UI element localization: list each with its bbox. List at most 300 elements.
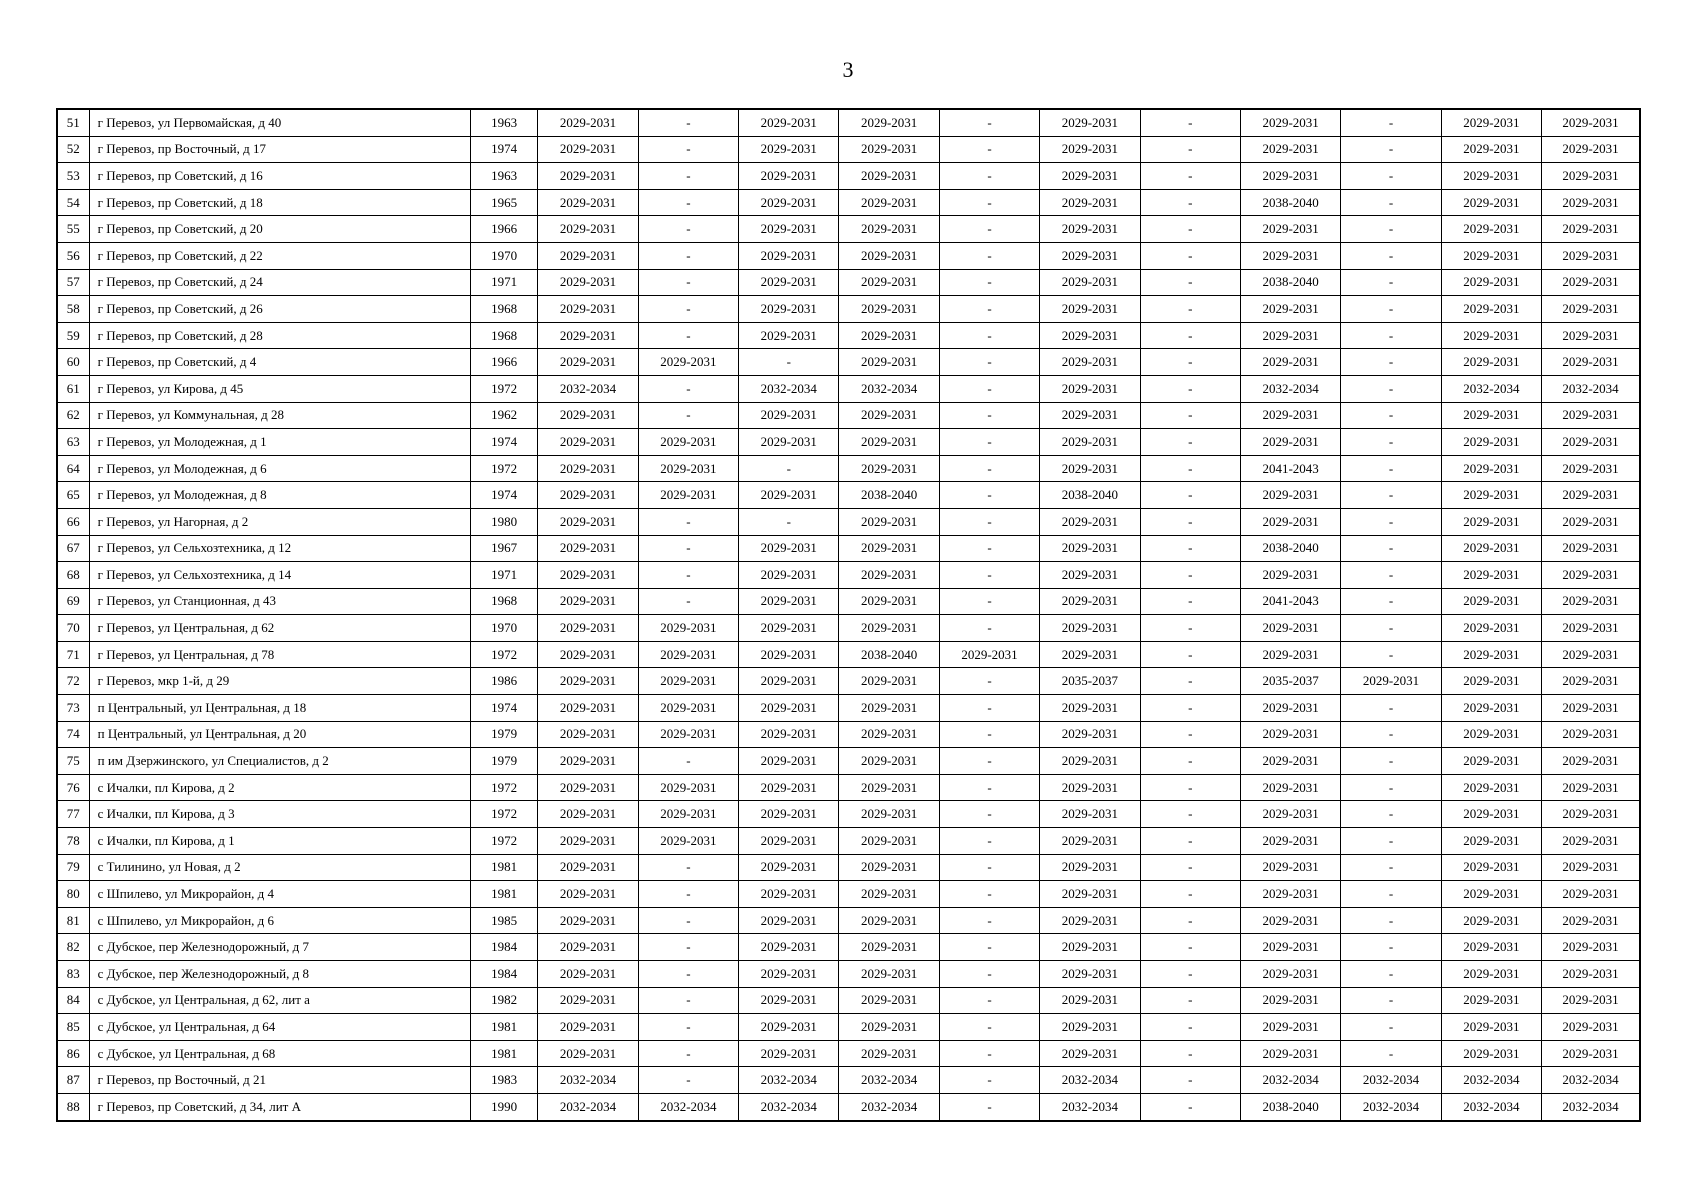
work-period-cell: - <box>939 136 1039 163</box>
work-period-cell: 2029-2031 <box>1040 721 1140 748</box>
work-period-cell: 2029-2031 <box>1542 961 1640 988</box>
work-period-cell: 2029-2031 <box>1542 748 1640 775</box>
work-period-cell: - <box>939 349 1039 376</box>
year-built-cell: 1970 <box>471 242 538 269</box>
work-period-cell: - <box>1341 429 1441 456</box>
work-period-cell: 2029-2031 <box>1240 1014 1340 1041</box>
work-period-cell: - <box>939 375 1039 402</box>
work-period-cell: 2029-2031 <box>1240 801 1340 828</box>
work-period-cell: 2029-2031 <box>538 349 638 376</box>
work-period-cell: 2032-2034 <box>1441 1093 1541 1120</box>
work-period-cell: - <box>1341 828 1441 855</box>
work-period-cell: 2029-2031 <box>839 535 939 562</box>
work-period-cell: 2032-2034 <box>1240 1067 1340 1094</box>
work-period-cell: 2029-2031 <box>1040 774 1140 801</box>
work-period-cell: 2029-2031 <box>1542 189 1640 216</box>
work-period-cell: 2029-2031 <box>1441 216 1541 243</box>
work-period-cell: 2032-2034 <box>1441 375 1541 402</box>
work-period-cell: 2029-2031 <box>538 1014 638 1041</box>
work-period-cell: - <box>1140 1093 1240 1120</box>
work-period-cell: - <box>1341 1014 1441 1041</box>
work-period-cell: - <box>1140 136 1240 163</box>
work-period-cell: - <box>1140 748 1240 775</box>
work-period-cell: - <box>1140 721 1240 748</box>
work-period-cell: 2029-2031 <box>1040 189 1140 216</box>
work-period-cell: 2029-2031 <box>839 322 939 349</box>
work-period-cell: - <box>1140 615 1240 642</box>
work-period-cell: - <box>638 907 738 934</box>
work-period-cell: 2029-2031 <box>538 296 638 323</box>
table-row <box>57 136 1640 163</box>
address-cell: г Перевоз, пр Советский, д 16 <box>89 163 470 190</box>
work-period-cell: 2029-2031 <box>839 828 939 855</box>
work-period-cell: - <box>1140 801 1240 828</box>
work-period-cell: 2029-2031 <box>739 189 839 216</box>
row-number-cell: 73 <box>57 695 89 722</box>
work-period-cell: 2029-2031 <box>1441 801 1541 828</box>
work-period-cell: 2029-2031 <box>1542 429 1640 456</box>
row-number-cell: 83 <box>57 961 89 988</box>
work-period-cell: 2029-2031 <box>1441 907 1541 934</box>
work-period-cell: 2029-2031 <box>739 615 839 642</box>
work-period-cell: - <box>939 748 1039 775</box>
address-cell: г Перевоз, ул Кирова, д 45 <box>89 375 470 402</box>
work-period-cell: - <box>1140 402 1240 429</box>
work-period-cell: 2029-2031 <box>1040 588 1140 615</box>
work-period-cell: 2029-2031 <box>1040 535 1140 562</box>
address-cell: г Перевоз, пр Советский, д 18 <box>89 189 470 216</box>
work-period-cell: - <box>1341 508 1441 535</box>
table-row <box>57 721 1640 748</box>
work-period-cell: 2029-2031 <box>1240 402 1340 429</box>
work-period-cell: - <box>638 881 738 908</box>
work-period-cell: 2029-2031 <box>1441 1040 1541 1067</box>
table-row <box>57 1093 1640 1120</box>
work-period-cell: 2029-2031 <box>739 269 839 296</box>
row-number-cell: 81 <box>57 907 89 934</box>
work-period-cell: 2029-2031 <box>1040 402 1140 429</box>
address-cell: г Перевоз, ул Коммунальная, д 28 <box>89 402 470 429</box>
year-built-cell: 1971 <box>471 269 538 296</box>
table-row <box>57 588 1640 615</box>
work-period-cell: 2032-2034 <box>1542 375 1640 402</box>
work-period-cell: - <box>939 721 1039 748</box>
work-period-cell: 2029-2031 <box>638 615 738 642</box>
work-period-cell: - <box>1140 455 1240 482</box>
work-period-cell: 2029-2031 <box>1240 854 1340 881</box>
table-row <box>57 641 1640 668</box>
table-row <box>57 828 1640 855</box>
work-period-cell: 2029-2031 <box>1542 828 1640 855</box>
work-period-cell: 2029-2031 <box>1441 615 1541 642</box>
work-period-cell: 2032-2034 <box>739 375 839 402</box>
address-cell: с Ичалки, пл Кирова, д 3 <box>89 801 470 828</box>
work-period-cell: 2035-2037 <box>1240 668 1340 695</box>
work-period-cell: 2029-2031 <box>839 668 939 695</box>
work-period-cell: - <box>1341 907 1441 934</box>
work-period-cell: 2029-2031 <box>1542 588 1640 615</box>
work-period-cell: - <box>638 402 738 429</box>
work-period-cell: - <box>1341 535 1441 562</box>
work-period-cell: 2029-2031 <box>638 429 738 456</box>
work-period-cell: - <box>1341 774 1441 801</box>
work-period-cell: 2029-2031 <box>1441 136 1541 163</box>
work-period-cell: 2029-2031 <box>1441 588 1541 615</box>
work-period-cell: 2029-2031 <box>1542 109 1640 136</box>
table-row <box>57 296 1640 323</box>
work-period-cell: 2029-2031 <box>1441 695 1541 722</box>
row-number-cell: 58 <box>57 296 89 323</box>
table-row <box>57 429 1640 456</box>
work-period-cell: - <box>939 987 1039 1014</box>
work-period-cell: 2029-2031 <box>1542 641 1640 668</box>
address-cell: г Перевоз, пр Советский, д 26 <box>89 296 470 323</box>
work-period-cell: 2038-2040 <box>1040 482 1140 509</box>
work-period-cell: 2029-2031 <box>1441 987 1541 1014</box>
work-period-cell: 2029-2031 <box>538 455 638 482</box>
work-period-cell: 2029-2031 <box>1441 721 1541 748</box>
work-period-cell: 2029-2031 <box>1040 615 1140 642</box>
year-built-cell: 1985 <box>471 907 538 934</box>
year-built-cell: 1963 <box>471 163 538 190</box>
row-number-cell: 74 <box>57 721 89 748</box>
work-period-cell: 2029-2031 <box>739 721 839 748</box>
work-period-cell: 2029-2031 <box>739 109 839 136</box>
work-period-cell: - <box>1140 961 1240 988</box>
work-period-cell: 2029-2031 <box>739 907 839 934</box>
work-period-cell: 2029-2031 <box>839 216 939 243</box>
work-period-cell: 2029-2031 <box>739 562 839 589</box>
work-period-cell: 2029-2031 <box>638 774 738 801</box>
work-period-cell: 2029-2031 <box>739 1014 839 1041</box>
table-row <box>57 535 1640 562</box>
row-number-cell: 63 <box>57 429 89 456</box>
work-period-cell: - <box>1140 695 1240 722</box>
work-period-cell: - <box>638 961 738 988</box>
year-built-cell: 1968 <box>471 296 538 323</box>
work-period-cell: 2029-2031 <box>538 987 638 1014</box>
row-number-cell: 87 <box>57 1067 89 1094</box>
table-row <box>57 562 1640 589</box>
work-period-cell: - <box>739 455 839 482</box>
work-period-cell: 2029-2031 <box>1542 854 1640 881</box>
work-period-cell: 2029-2031 <box>739 748 839 775</box>
work-period-cell: - <box>1341 322 1441 349</box>
work-period-cell: 2038-2040 <box>1240 535 1340 562</box>
work-period-cell: - <box>939 429 1039 456</box>
work-period-cell: - <box>1140 987 1240 1014</box>
work-period-cell: - <box>1140 189 1240 216</box>
work-period-cell: - <box>739 349 839 376</box>
table-row <box>57 1067 1640 1094</box>
work-period-cell: 2029-2031 <box>939 641 1039 668</box>
page-number: 3 <box>842 57 854 82</box>
work-period-cell: - <box>939 961 1039 988</box>
work-period-cell: 2032-2034 <box>1341 1067 1441 1094</box>
address-cell: г Перевоз, ул Молодежная, д 8 <box>89 482 470 509</box>
work-period-cell: 2029-2031 <box>1542 136 1640 163</box>
work-period-cell: - <box>939 668 1039 695</box>
table-row <box>57 242 1640 269</box>
work-period-cell: 2029-2031 <box>1240 934 1340 961</box>
work-period-cell: - <box>1140 641 1240 668</box>
table-row <box>57 907 1640 934</box>
work-period-cell: - <box>939 774 1039 801</box>
work-period-cell: - <box>1140 216 1240 243</box>
table-row <box>57 402 1640 429</box>
work-period-cell: - <box>1341 455 1441 482</box>
work-period-cell: - <box>638 854 738 881</box>
work-period-cell: 2029-2031 <box>1240 695 1340 722</box>
work-period-cell: - <box>1341 482 1441 509</box>
work-period-cell: 2029-2031 <box>1341 668 1441 695</box>
work-period-cell: 2029-2031 <box>1240 109 1340 136</box>
work-period-cell: - <box>638 987 738 1014</box>
address-cell: п им Дзержинского, ул Специалистов, д 2 <box>89 748 470 775</box>
work-period-cell: 2029-2031 <box>538 216 638 243</box>
work-period-cell: - <box>1341 163 1441 190</box>
work-period-cell: 2029-2031 <box>638 801 738 828</box>
year-built-cell: 1972 <box>471 801 538 828</box>
address-cell: г Перевоз, ул Центральная, д 78 <box>89 641 470 668</box>
work-period-cell: - <box>1341 615 1441 642</box>
work-period-cell: - <box>939 907 1039 934</box>
year-built-cell: 1981 <box>471 1014 538 1041</box>
year-built-cell: 1984 <box>471 934 538 961</box>
work-period-cell: 2038-2040 <box>1240 269 1340 296</box>
work-period-cell: 2029-2031 <box>739 987 839 1014</box>
work-period-cell: 2029-2031 <box>1542 508 1640 535</box>
work-period-cell: 2029-2031 <box>739 801 839 828</box>
year-built-cell: 1971 <box>471 562 538 589</box>
work-period-cell: 2029-2031 <box>1441 455 1541 482</box>
table-row <box>57 748 1640 775</box>
table-row <box>57 375 1640 402</box>
row-number-cell: 54 <box>57 189 89 216</box>
work-period-cell: 2029-2031 <box>739 854 839 881</box>
work-period-cell: - <box>1140 774 1240 801</box>
work-period-cell: - <box>939 189 1039 216</box>
address-cell: г Перевоз, пр Советский, д 24 <box>89 269 470 296</box>
work-period-cell: 2029-2031 <box>1040 881 1140 908</box>
work-period-cell: - <box>939 1040 1039 1067</box>
work-period-cell: 2029-2031 <box>839 242 939 269</box>
work-period-cell: 2029-2031 <box>739 828 839 855</box>
year-built-cell: 1974 <box>471 482 538 509</box>
row-number-cell: 68 <box>57 562 89 589</box>
work-period-cell: 2029-2031 <box>1441 402 1541 429</box>
table-row <box>57 163 1640 190</box>
work-period-cell: 2029-2031 <box>839 562 939 589</box>
address-cell: г Перевоз, пр Советский, д 28 <box>89 322 470 349</box>
work-period-cell: 2029-2031 <box>1542 721 1640 748</box>
work-period-cell: 2032-2034 <box>1040 1067 1140 1094</box>
row-number-cell: 77 <box>57 801 89 828</box>
work-period-cell: 2029-2031 <box>538 854 638 881</box>
work-period-cell: 2029-2031 <box>839 774 939 801</box>
work-period-cell: 2029-2031 <box>1542 562 1640 589</box>
work-period-cell: 2029-2031 <box>839 189 939 216</box>
year-built-cell: 1972 <box>471 455 538 482</box>
work-period-cell: - <box>1341 987 1441 1014</box>
row-number-cell: 61 <box>57 375 89 402</box>
row-number-cell: 55 <box>57 216 89 243</box>
table-body <box>57 109 1640 1121</box>
work-period-cell: 2029-2031 <box>1240 242 1340 269</box>
year-built-cell: 1984 <box>471 961 538 988</box>
work-period-cell: - <box>939 402 1039 429</box>
row-number-cell: 80 <box>57 881 89 908</box>
work-period-cell: 2029-2031 <box>1040 455 1140 482</box>
work-period-cell: 2029-2031 <box>739 242 839 269</box>
work-period-cell: 2029-2031 <box>1240 1040 1340 1067</box>
work-period-cell: 2029-2031 <box>1441 961 1541 988</box>
work-period-cell: 2029-2031 <box>1240 482 1340 509</box>
work-period-cell: - <box>1140 508 1240 535</box>
work-period-cell: 2029-2031 <box>538 1040 638 1067</box>
work-period-cell: 2029-2031 <box>839 748 939 775</box>
work-period-cell: 2029-2031 <box>739 535 839 562</box>
work-period-cell: 2029-2031 <box>1240 907 1340 934</box>
work-period-cell: 2029-2031 <box>839 163 939 190</box>
work-period-cell: 2029-2031 <box>1240 828 1340 855</box>
work-period-cell: - <box>1341 801 1441 828</box>
table-row <box>57 668 1640 695</box>
work-period-cell: 2029-2031 <box>638 482 738 509</box>
address-cell: г Перевоз, пр Советский, д 4 <box>89 349 470 376</box>
work-period-cell: 2029-2031 <box>1441 748 1541 775</box>
table-row <box>57 695 1640 722</box>
row-number-cell: 82 <box>57 934 89 961</box>
work-period-cell: 2029-2031 <box>739 482 839 509</box>
work-period-cell: 2029-2031 <box>538 508 638 535</box>
work-period-cell: 2029-2031 <box>538 482 638 509</box>
work-period-cell: 2029-2031 <box>1542 482 1640 509</box>
work-period-cell: 2029-2031 <box>1542 296 1640 323</box>
work-period-cell: - <box>739 508 839 535</box>
row-number-cell: 69 <box>57 588 89 615</box>
work-period-cell: - <box>638 1067 738 1094</box>
work-period-cell: - <box>1341 695 1441 722</box>
table-row <box>57 987 1640 1014</box>
work-period-cell: - <box>1341 269 1441 296</box>
table-row <box>57 455 1640 482</box>
work-period-cell: 2029-2031 <box>538 562 638 589</box>
work-period-cell: - <box>939 934 1039 961</box>
row-number-cell: 56 <box>57 242 89 269</box>
work-period-cell: - <box>1341 216 1441 243</box>
work-period-cell: - <box>1140 668 1240 695</box>
table-row <box>57 349 1640 376</box>
work-period-cell: - <box>1140 854 1240 881</box>
work-period-cell: 2041-2043 <box>1240 588 1340 615</box>
year-built-cell: 1990 <box>471 1093 538 1120</box>
row-number-cell: 53 <box>57 163 89 190</box>
work-period-cell: - <box>638 136 738 163</box>
work-period-cell: 2029-2031 <box>739 322 839 349</box>
year-built-cell: 1968 <box>471 588 538 615</box>
work-period-cell: 2029-2031 <box>638 349 738 376</box>
work-period-cell: 2029-2031 <box>839 881 939 908</box>
work-period-cell: - <box>939 828 1039 855</box>
work-period-cell: 2029-2031 <box>538 828 638 855</box>
work-period-cell: - <box>638 296 738 323</box>
row-number-cell: 79 <box>57 854 89 881</box>
work-period-cell: - <box>939 163 1039 190</box>
table-row <box>57 774 1640 801</box>
work-period-cell: - <box>1341 402 1441 429</box>
work-period-cell: 2029-2031 <box>839 1014 939 1041</box>
work-period-cell: 2029-2031 <box>839 801 939 828</box>
address-cell: г Перевоз, ул Первомайская, д 40 <box>89 109 470 136</box>
work-period-cell: 2029-2031 <box>538 269 638 296</box>
work-period-cell: 2038-2040 <box>1240 1093 1340 1120</box>
work-period-cell: 2029-2031 <box>1040 296 1140 323</box>
work-period-cell: 2029-2031 <box>538 242 638 269</box>
work-period-cell: 2029-2031 <box>839 429 939 456</box>
work-period-cell: 2029-2031 <box>1240 774 1340 801</box>
work-period-cell: 2029-2031 <box>839 296 939 323</box>
work-period-cell: - <box>939 562 1039 589</box>
work-period-cell: 2029-2031 <box>839 349 939 376</box>
work-period-cell: 2029-2031 <box>1040 375 1140 402</box>
work-period-cell: 2029-2031 <box>1441 934 1541 961</box>
work-period-cell: 2029-2031 <box>1441 668 1541 695</box>
table-row <box>57 482 1640 509</box>
work-period-cell: - <box>939 615 1039 642</box>
work-period-cell: - <box>939 588 1039 615</box>
work-period-cell: - <box>638 269 738 296</box>
row-number-cell: 60 <box>57 349 89 376</box>
work-period-cell: 2029-2031 <box>1441 828 1541 855</box>
row-number-cell: 85 <box>57 1014 89 1041</box>
work-period-cell: - <box>1341 136 1441 163</box>
year-built-cell: 1981 <box>471 881 538 908</box>
address-cell: г Перевоз, ул Нагорная, д 2 <box>89 508 470 535</box>
work-period-cell: 2029-2031 <box>739 588 839 615</box>
work-period-cell: - <box>1140 907 1240 934</box>
work-period-cell: 2029-2031 <box>1542 774 1640 801</box>
address-cell: г Перевоз, пр Советский, д 34, лит А <box>89 1093 470 1120</box>
address-cell: с Дубское, ул Центральная, д 64 <box>89 1014 470 1041</box>
work-period-cell: 2029-2031 <box>1040 1040 1140 1067</box>
work-period-cell: - <box>1341 881 1441 908</box>
row-number-cell: 67 <box>57 535 89 562</box>
work-period-cell: 2029-2031 <box>1040 216 1140 243</box>
row-number-cell: 64 <box>57 455 89 482</box>
work-period-cell: 2029-2031 <box>538 429 638 456</box>
work-period-cell: - <box>1341 562 1441 589</box>
row-number-cell: 86 <box>57 1040 89 1067</box>
work-period-cell: 2029-2031 <box>839 695 939 722</box>
work-period-cell: 2029-2031 <box>1542 907 1640 934</box>
work-period-cell: 2029-2031 <box>1441 163 1541 190</box>
row-number-cell: 59 <box>57 322 89 349</box>
work-period-cell: 2029-2031 <box>538 615 638 642</box>
work-period-cell: - <box>939 216 1039 243</box>
work-period-cell: 2032-2034 <box>1040 1093 1140 1120</box>
work-period-cell: - <box>638 216 738 243</box>
work-period-cell: - <box>1341 109 1441 136</box>
work-period-cell: - <box>1341 242 1441 269</box>
work-period-cell: - <box>638 934 738 961</box>
address-cell: г Перевоз, ул Молодежная, д 6 <box>89 455 470 482</box>
work-period-cell: - <box>1140 375 1240 402</box>
table-row <box>57 934 1640 961</box>
address-cell: с Дубское, ул Центральная, д 68 <box>89 1040 470 1067</box>
work-period-cell: 2029-2031 <box>839 402 939 429</box>
work-period-cell: - <box>939 508 1039 535</box>
